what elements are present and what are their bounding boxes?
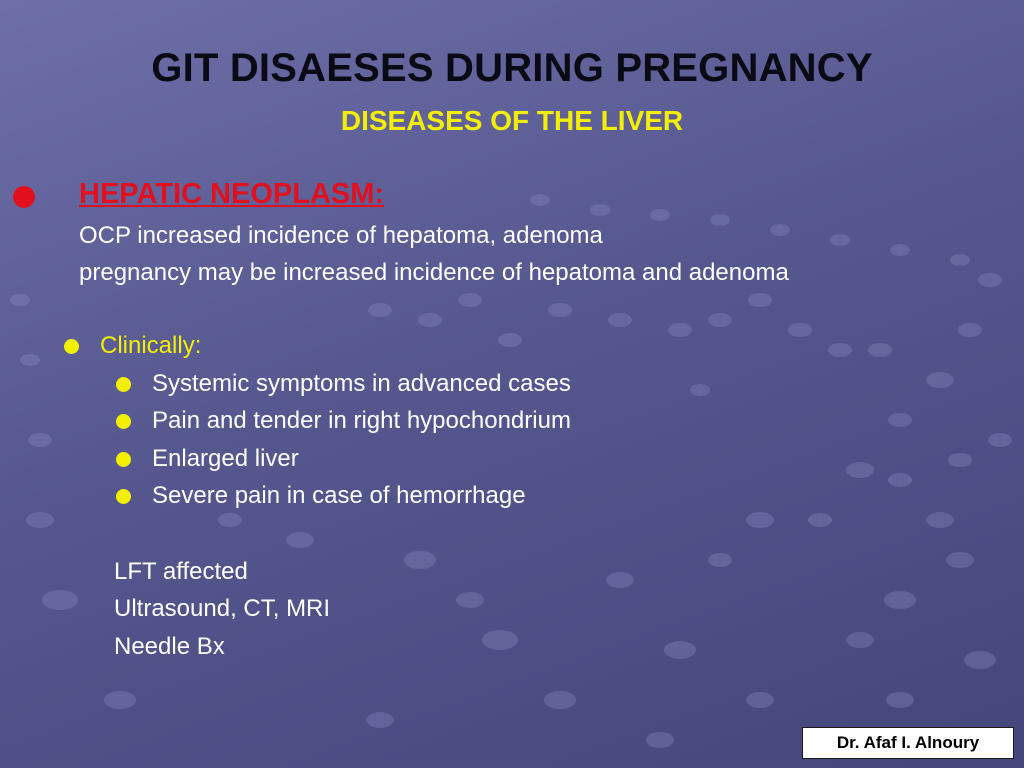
bullet-dot-icon — [116, 489, 131, 504]
bullet-dot-icon — [64, 339, 79, 354]
section-heading: HEPATIC NEOPLASM: — [79, 178, 385, 210]
list-item-text: Severe pain in case of hemorrhage — [152, 482, 526, 509]
list-item-text: Enlarged liver — [152, 445, 299, 472]
bullet-dot-icon — [116, 414, 131, 429]
slide-subtitle: DISEASES OF THE LIVER — [340, 105, 684, 136]
section-line: pregnancy may be increased incidence of hepatoma and adenoma — [79, 259, 789, 286]
bullet-dot-icon — [116, 377, 131, 392]
list-item-text: Systemic symptoms in advanced cases — [152, 370, 571, 397]
bullet-dot-icon — [13, 186, 35, 208]
list-item — [116, 406, 816, 436]
list-item — [116, 481, 816, 511]
list-item — [116, 369, 816, 399]
investigation-line: Ultrasound, CT, MRI — [114, 595, 331, 622]
slide-title: GIT DISAESES DURING PREGNANCY — [151, 46, 873, 90]
author-label: Dr. Afaf I. Alnoury — [802, 727, 1014, 759]
clinical-label: Clinically: — [100, 332, 202, 359]
list-item-text: Pain and tender in right hypochondrium — [152, 407, 571, 434]
bullet-dot-icon — [116, 452, 131, 467]
investigation-line: Needle Bx — [114, 633, 225, 660]
list-item — [116, 444, 816, 474]
section-line: OCP increased incidence of hepatoma, adenoma — [79, 222, 603, 249]
investigation-line: LFT affected — [114, 558, 248, 585]
